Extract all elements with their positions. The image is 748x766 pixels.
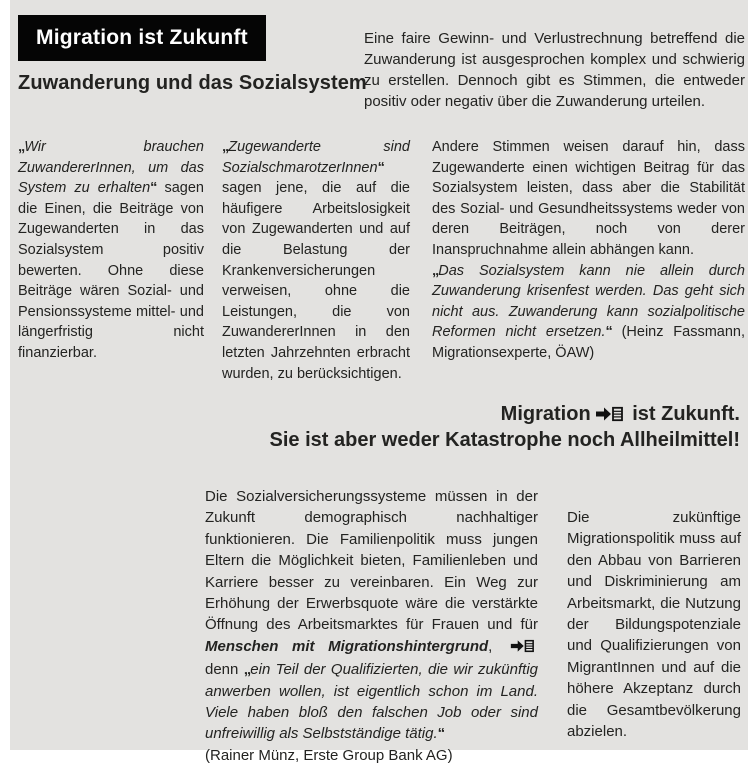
conclusion-text-1: Die Sozialversicherungssysteme müssen in der Zukunft demographisch nachhaltiger funktionieren. Die Familienpolitik muss jungen Eltern die Möglichkeit bieten, Familienleben und Karriere besser zu vereinbaren. Ein Weg zur Erhöhung der Erwerbsquote wäre die verstärkte Öffnung des Arbeitsmarktes für Frauen und für [205, 488, 538, 634]
quote-open-mark: „ [222, 139, 229, 155]
conclusion-text-3: denn [205, 661, 244, 679]
future-policy-text: Die zukünftige Migrationspolitik muss auf den Abbau von Barrieren und Diskriminierung am Arbeitsmarkt, die Nutzung der Bildungspotenziale und Qualifizierungen von MigrantInnen und auf die höhere Akzeptanz durch die Gesamtbevölkerung abzielen. [567, 509, 741, 741]
quote-close-mark: “ [605, 324, 612, 341]
page-title: Zuwanderung und das Sozialsystem [18, 72, 367, 94]
fassmann-attribution: (Heinz Fassmann, Migrationsexperte, ÖAW) [432, 324, 745, 361]
headline-line2: Sie ist aber weder Katastrophe noch Allheilmittel! [269, 429, 740, 451]
future-policy-side-column [567, 507, 741, 742]
section-badge [18, 15, 266, 61]
arrow-to-list-icon [510, 638, 534, 659]
neutral-paragraph: Andere Stimmen weisen darauf hin, dass Zugewanderte einen wichtigen Beitrag für das Sozialsystem leisten, dass aber die Stabilität des Sozial- und Gesundheitssystems weder von deren Beiträgen, noch von derer Inanspruchnahme allein abhängen kann. [432, 139, 745, 258]
quote-close-mark: “ [150, 180, 157, 197]
muenz-quote-text: ein Teil der Qualifizierten, die wir zukünftig anwerben wollen, ist eigentlich schon im Land. Viele haben bloß den falschen Job oder sind unfreiwillig als Selbstständige tätig. [205, 661, 538, 743]
intro-paragraph: Eine faire Gewinn- und Verlustrechnung betreffend die Zuwanderung ist ausgesprochen komplex und schwierig zu erstellen. Dennoch gibt es Stimmen, die entweder positiv oder negativ über die Zuwanderung urteilen. [364, 30, 745, 110]
quote-close-mark: “ [437, 725, 445, 743]
headline-line1-part2: ist Zukunft. [626, 403, 740, 425]
pro-body-text: sagen die Einen, die Beiträge von Zugewanderten in das Sozialsystem positiv bewerten. Ohne diese Beiträge wären Sozial- und Pensionssysteme mittel- und längerfristig nicht finanzierbar. [18, 180, 204, 361]
pro-quote-text: Wir brauchen ZuwandererInnen, um das System zu erhalten [18, 139, 204, 197]
muenz-attribution: (Rainer Münz, Erste Group Bank AG) [205, 746, 453, 764]
arrow-to-list-icon [595, 404, 623, 428]
fassmann-quote-text: Das Sozialsystem kann nie allein durch Zuwanderung krisenfest werden. Das geht sich nicht aus. Zuwanderung kann sozialpolitische Reformen nicht ersetzen. [432, 262, 745, 341]
quote-open-mark: „ [243, 661, 251, 679]
pro-paragraph [18, 137, 204, 364]
conclusion-paragraph [205, 486, 538, 745]
conclusion-text-2: , [488, 637, 506, 655]
contra-paragraph [222, 137, 410, 384]
contra-body-text: sagen jene, die auf die häufigere Arbeitslosigkeit von Zugewanderten und auf die Belastung der Krankenversicherungen verweisen, ohne die Leistungen, die von ZuwandererInnen in den letzten Jahrzehnten erbracht wurden, zu berücksichtigen. [222, 180, 410, 382]
fassmann-quote-paragraph [432, 261, 745, 364]
column-pro-migration [18, 137, 204, 364]
contra-quote-text: Zugewanderte sind SozialschmarotzerInnen [222, 139, 410, 176]
key-message-headline [80, 402, 740, 452]
column-contra-migration [222, 137, 410, 384]
quote-close-mark: “ [377, 159, 384, 176]
conclusion-emphasis: Menschen mit Migrationshintergrund [205, 637, 489, 655]
conclusion-main-block [205, 486, 538, 766]
quote-open-mark: „ [432, 262, 439, 279]
column-neutral-view [432, 137, 745, 364]
section-badge-label: Migration ist Zukunft [36, 26, 248, 49]
page-margin-strip [0, 0, 10, 750]
quote-open-mark: „ [18, 139, 25, 155]
headline-line1-part1: Migration [500, 403, 591, 425]
